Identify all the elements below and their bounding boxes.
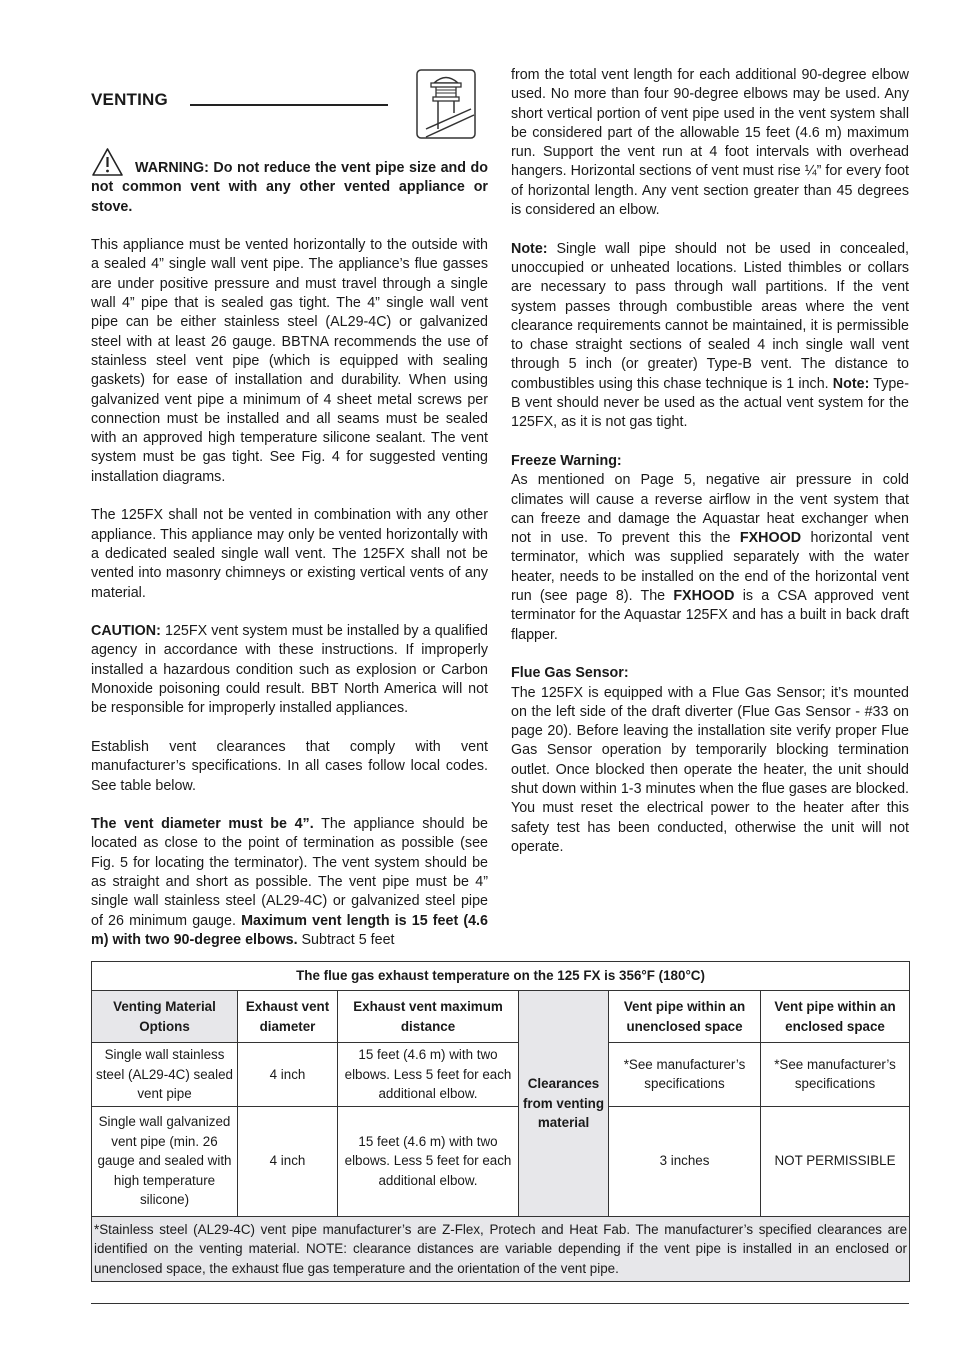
row1-unenclosed: *See manufacturer’s specifications [609,1043,761,1107]
note2-label: Note: [832,375,870,392]
subtract-text: Subtract 5 feet [297,931,395,948]
row2-enclosed: NOT PERMISSIBLE [761,1106,910,1216]
table-header-row [92,991,910,1043]
row2-diameter: 4 inch [238,1106,338,1216]
freeze-paragraph [511,471,909,645]
note-label: Note: [511,240,548,257]
row1-diameter: 4 inch [238,1043,338,1107]
table-footnote-row [92,1216,910,1282]
footer-rule [91,1303,909,1304]
section-title: VENTING [91,90,168,109]
fxhood-bold-2: FXHOOD [673,588,735,605]
row1-enclosed: *See manufacturer’s specifications [761,1043,910,1107]
combination-paragraph: The 125FX shall not be vented in combination with any other appliance. This appliance may only be vented horizontally with a dedicated sealed single wall vent. The 125FX shall not be vented into masonry chimneys or existing vertical vents of any material. [91,507,488,601]
diameter-paragraph [91,815,488,950]
freeze-text-2: horizontal vent terminator, which was supplied separately with the water heater, needs to be installed on the end of the horizontal vent run (see page 8). The [511,530,909,605]
diameter-bold: The vent diameter must be 4”. [91,816,314,833]
header-clearances: Clearances from venting material [519,991,609,1217]
left-column [91,159,488,950]
elbow-paragraph: from the total vent length for each additional 90-degree elbow used. No more than four 90-degree elbows may be used. Any short vertical portion of vent pipe used in the vent system shall be considered part of the allowable 15 feet (4.6 m) maximum run. Support the vent run at 4 foot intervals with overhead hangers. Horizontal sections of vent must rise ¼” for every foot of horizontal length. Any vent section greater than 45 degrees is considered an elbow. [511,67,909,219]
note-text: Single wall pipe should not be used in concealed, unoccupied or unheated locations. Listed thimbles or collars are necessary to pass through wall partitions. If the vent system passes through combustible areas where the vent clearance requirements cannot be maintained, it is permissible to chase straight sections of sealed 4 inch single wall vent through 5 inch (or greater) Type-B vent. The distance to combustibles using this chase technique is 1 inch. [511,240,909,392]
caution-text: 125FX vent system must be installed by a qualified agency in accordance with these instructions. If improperly installed a hazardous condition such as explosion or Carbon Monoxide poisoning could result. BBT North America will not be responsible for improperly installed appliances. [91,623,488,717]
warning-paragraph [91,159,488,217]
sensor-paragraph: The 125FX is equipped with a Flue Gas Sensor; it’s mounted on the left side of the draft diverter (Flue Gas Sensor - #33 on page 20). Before leaving the installation site verify proper Flue Gas Sensor operation by temporarily blocking termination outlet. Once blocked then operate the heater, the unit should shut down within 1-3 minutes when the flue gases are blocked. You must reset the electrical power to the heater after this safety test has been conducted, otherwise the unit will not operate. [511,684,909,855]
row2-unenclosed: 3 inches [609,1106,761,1216]
fxhood-bold-1: FXHOOD [739,530,802,547]
header-unenclosed: Vent pipe within an unenclosed space [609,991,761,1043]
venting-table [91,961,910,1282]
freeze-text-3: is a CSA approved vent terminator for the Aquastar 125FX and has a built in back draft flapper. [511,588,910,643]
row1-distance: 15 feet (4.6 m) with two elbows. Less 5 feet for each additional elbow. [338,1043,519,1107]
row2-material: Single wall galvanized vent pipe (min. 26 gauge and sealed with high temperature silicone) [92,1106,238,1216]
table-title: The flue gas exhaust temperature on the 125 FX is 356°F (180°C) [92,962,910,991]
clearance-paragraph: Establish vent clearances that comply with vent manufacturer’s specifications. In all cases follow local codes. See table below. [91,738,488,794]
header-enclosed: Vent pipe within an enclosed space [761,991,910,1043]
warning-triangle-icon [91,147,124,177]
table-row [92,1106,910,1216]
freeze-heading-text: Freeze Warning: [511,452,622,469]
row1-material: Single wall stainless steel (AL29-4C) sealed vent pipe [92,1043,238,1107]
table-row [92,1043,910,1107]
max-length-bold: Maximum vent length is 15 feet (4.6 m) with two 90-degree elbows. [91,912,488,948]
heading-rule [190,104,388,106]
note2-text: Type-B vent should never be used as the actual vent system for the 125FX, as it is not gas tight. [511,375,909,431]
warning-text: WARNING: Do not reduce the vent pipe size and do not common vent with any other vented appliance or stove. [91,160,488,215]
intro-paragraph: This appliance must be vented horizontally to the outside with a sealed 4” single wall vent pipe. The appliance’s flue gasses are under positive pressure and must travel through a single wall 4” pipe that is sealed gas tight. The 4” single wall vent pipe can be either stainless steel (AL29-4C) or galvanized steel with at least 26 gauge. BBTNA recommends the use of stainless steel vent pipe (which is equipped with sealing gaskets) for ease of installation and durability. When using galvanized vent pipe a minimum of 4 sheet metal screws per connection must be installed and all seams must be sealed with an approved high temperature silicone sealant. The vent system must be gas tight. See Fig. 4 for suggested venting installation diagrams. [91,237,488,485]
header-distance: Exhaust vent maximum distance [338,991,519,1043]
freeze-heading [511,452,909,471]
table-footnote: *Stainless steel (AL29-4C) vent pipe manufacturer’s are Z-Flex, Protech and Heat Fab. The manufacturer’s specified clearances are identified on the venting material. NOTE: clearance distances are variable depending if the vent pipe is installed in an enclosed or unenclosed space, the exhaust flue gas temperature and the orientation of the vent pipe. [92,1216,910,1282]
caution-label: CAUTION: [91,623,161,640]
caution-paragraph [91,622,488,718]
row2-distance: 15 feet (4.6 m) with two elbows. Less 5 feet for each additional elbow. [338,1106,519,1216]
header-diameter: Exhaust vent diameter [238,991,338,1043]
header-material: Venting Material Options [92,991,238,1043]
sensor-heading [511,664,909,683]
right-column [511,66,909,857]
sensor-heading-text: Flue Gas Sensor: [511,665,629,682]
table-title-row [92,962,910,991]
note-paragraph [511,240,909,433]
diameter-text: The appliance should be located as close to the point of termination as possible (see Fig. 5 for locating the terminator). The vent system should be as straight and short as possible. The vent pipe must be 4” single wall stainless steel (AL29-4C) or galvanized steel pipe of 26 minimum gauge. [91,816,488,929]
freeze-text-1: As mentioned on Page 5, negative air pressure in cold climates will cause a reverse airflow in the vent system that can freeze and damage the Aquastar heat exchanger when not in use. To prevent this the [511,472,909,547]
vent-termination-icon [416,69,476,139]
